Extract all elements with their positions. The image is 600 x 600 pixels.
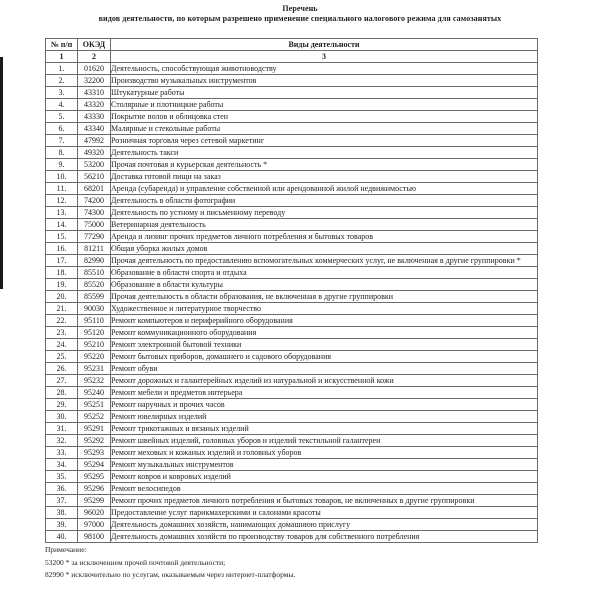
table-row (46, 351, 538, 363)
row-number-cell: 23. (46, 327, 78, 339)
row-number-cell: 7. (46, 135, 78, 147)
activity-cell: Доставка готовой пищи на заказ (111, 171, 538, 183)
oked-code-cell: 95292 (78, 435, 111, 447)
document-title (0, 4, 600, 24)
activity-cell: Ремонт швейных изделий, головных уборов и изделий текстильной галантереи (111, 435, 538, 447)
oked-code-cell: 85510 (78, 267, 111, 279)
row-number-cell: 15. (46, 231, 78, 243)
oked-code-cell: 56210 (78, 171, 111, 183)
oked-code-cell: 95299 (78, 495, 111, 507)
oked-code-cell: 49320 (78, 147, 111, 159)
table-row (46, 219, 538, 231)
oked-code-cell: 95120 (78, 327, 111, 339)
row-number-cell: 14. (46, 219, 78, 231)
oked-code-cell: 95296 (78, 483, 111, 495)
activity-cell: Ремонт мебели и предметов интерьера (111, 387, 538, 399)
table-row (46, 303, 538, 315)
oked-code-cell: 01620 (78, 63, 111, 75)
activity-cell: Образование в области спорта и отдыха (111, 267, 538, 279)
row-number-cell: 27. (46, 375, 78, 387)
row-number-cell: 2. (46, 75, 78, 87)
oked-code-cell: 95210 (78, 339, 111, 351)
table-row (46, 99, 538, 111)
row-number-cell: 25. (46, 351, 78, 363)
oked-code-cell: 95293 (78, 447, 111, 459)
oked-code-cell: 96020 (78, 507, 111, 519)
row-number-cell: 19. (46, 279, 78, 291)
table-row (46, 159, 538, 171)
table-row (46, 291, 538, 303)
table-row (46, 459, 538, 471)
oked-code-cell: 95220 (78, 351, 111, 363)
table-row (46, 411, 538, 423)
activity-cell: Прочая деятельность в области образования, не включенная в другие группировки (111, 291, 538, 303)
activities-table (45, 38, 538, 543)
activity-cell: Ремонт велосипедов (111, 483, 538, 495)
row-number-cell: 30. (46, 411, 78, 423)
row-number-cell: 6. (46, 123, 78, 135)
oked-code-cell: 85599 (78, 291, 111, 303)
page-title: Перечень (282, 4, 318, 13)
row-number-cell: 17. (46, 255, 78, 267)
row-number-cell: 40. (46, 531, 78, 543)
activity-cell: Ремонт дорожных и галантерейных изделий из натуральной и искусственной кожи (111, 375, 538, 387)
activity-cell: Деятельность по устному и письменному переводу (111, 207, 538, 219)
subheader-3: 3 (111, 51, 538, 63)
row-number-cell: 18. (46, 267, 78, 279)
row-number-cell: 33. (46, 447, 78, 459)
table-row (46, 111, 538, 123)
header-row (46, 39, 538, 51)
table-row (46, 171, 538, 183)
oked-code-cell: 85520 (78, 279, 111, 291)
notes-label: Примечание: (45, 545, 87, 554)
oked-code-cell: 75000 (78, 219, 111, 231)
table-row (46, 447, 538, 459)
table-row (46, 267, 538, 279)
oked-code-cell: 98100 (78, 531, 111, 543)
subheader-row (46, 51, 538, 63)
table-row (46, 231, 538, 243)
oked-code-cell: 53200 (78, 159, 111, 171)
activity-cell: Прочая почтовая и курьерская деятельность * (111, 159, 538, 171)
table-row (46, 123, 538, 135)
oked-code-cell: 95240 (78, 387, 111, 399)
activity-cell: Ремонт музыкальных инструментов (111, 459, 538, 471)
page-subtitle: видов деятельности, по которым разрешено применение специального налогового режима для самозанятых (98, 14, 502, 23)
activity-cell: Розничная торговля через сетевой маркетинг (111, 135, 538, 147)
oked-code-cell: 97000 (78, 519, 111, 531)
table-row (46, 399, 538, 411)
row-number-cell: 20. (46, 291, 78, 303)
table-row (46, 495, 538, 507)
row-number-cell: 13. (46, 207, 78, 219)
row-number-cell: 24. (46, 339, 78, 351)
oked-code-cell: 95251 (78, 399, 111, 411)
oked-code-cell: 95294 (78, 459, 111, 471)
activity-cell: Образование в области культуры (111, 279, 538, 291)
oked-code-cell: 95291 (78, 423, 111, 435)
row-number-cell: 22. (46, 315, 78, 327)
row-number-cell: 16. (46, 243, 78, 255)
oked-code-cell: 43330 (78, 111, 111, 123)
activity-cell: Аренда (субаренда) и управление собственной или арендованной жилой недвижимостью (111, 183, 538, 195)
scan-edge-artifact (0, 57, 3, 289)
activity-cell: Деятельность, способствующая животноводству (111, 63, 538, 75)
row-number-cell: 37. (46, 495, 78, 507)
oked-code-cell: 74300 (78, 207, 111, 219)
activity-cell: Ремонт трикотажных и вязаных изделий (111, 423, 538, 435)
activity-cell: Деятельность домашних хозяйств, нанимающих домашнюю прислугу (111, 519, 538, 531)
activity-cell: Столярные и плотницкие работы (111, 99, 538, 111)
row-number-cell: 10. (46, 171, 78, 183)
table-row (46, 87, 538, 99)
activity-cell: Производство музыкальных инструментов (111, 75, 538, 87)
subheader-2: 2 (78, 51, 111, 63)
oked-code-cell: 47992 (78, 135, 111, 147)
note-line: 82990 * исключительно по услугам, оказываемым через интернет-платформы. (45, 570, 296, 579)
header-activity: Виды деятельности (111, 39, 538, 51)
table-row (46, 339, 538, 351)
oked-code-cell: 77290 (78, 231, 111, 243)
activity-cell: Общая уборка жилых домов (111, 243, 538, 255)
oked-code-cell: 74200 (78, 195, 111, 207)
row-number-cell: 9. (46, 159, 78, 171)
activity-cell: Ремонт компьютеров и периферийного оборудования (111, 315, 538, 327)
table-row (46, 471, 538, 483)
oked-code-cell: 95231 (78, 363, 111, 375)
table-body (46, 63, 538, 543)
row-number-cell: 5. (46, 111, 78, 123)
oked-code-cell: 95252 (78, 411, 111, 423)
notes-section (45, 546, 545, 584)
table-row (46, 243, 538, 255)
activity-cell: Ремонт электронной бытовой техники (111, 339, 538, 351)
row-number-cell: 21. (46, 303, 78, 315)
table-row (46, 183, 538, 195)
activity-cell: Малярные и стекольные работы (111, 123, 538, 135)
oked-code-cell: 43340 (78, 123, 111, 135)
row-number-cell: 3. (46, 87, 78, 99)
row-number-cell: 35. (46, 471, 78, 483)
row-number-cell: 1. (46, 63, 78, 75)
table-row (46, 195, 538, 207)
note-line: 53200 * за исключением прочей почтовой деятельности; (45, 557, 226, 567)
table-row (46, 207, 538, 219)
oked-code-cell: 43310 (78, 87, 111, 99)
activity-cell: Деятельность такси (111, 147, 538, 159)
table-row (46, 363, 538, 375)
oked-code-cell: 81211 (78, 243, 111, 255)
table-row (46, 279, 538, 291)
row-number-cell: 39. (46, 519, 78, 531)
table-row (46, 507, 538, 519)
activity-cell: Ремонт бытовых приборов, домашнего и садового оборудования (111, 351, 538, 363)
activity-cell: Деятельность домашних хозяйств по производству товаров для собственного потребления (111, 531, 538, 543)
row-number-cell: 29. (46, 399, 78, 411)
activity-cell: Художественное и литературное творчество (111, 303, 538, 315)
oked-code-cell: 32200 (78, 75, 111, 87)
oked-code-cell: 43320 (78, 99, 111, 111)
row-number-cell: 26. (46, 363, 78, 375)
activity-cell: Ремонт ковров и ковровых изделий (111, 471, 538, 483)
activity-cell: Ремонт ювелирных изделий (111, 411, 538, 423)
row-number-cell: 4. (46, 99, 78, 111)
table-row (46, 63, 538, 75)
row-number-cell: 28. (46, 387, 78, 399)
activity-cell: Покрытие полов и облицовка стен (111, 111, 538, 123)
activity-cell: Ремонт обуви (111, 363, 538, 375)
oked-code-cell: 95295 (78, 471, 111, 483)
table-row (46, 147, 538, 159)
row-number-cell: 31. (46, 423, 78, 435)
oked-code-cell: 95110 (78, 315, 111, 327)
activity-cell: Ремонт прочих предметов личного потребления и бытовых товаров, не включенных в другие группировки (111, 495, 538, 507)
row-number-cell: 32. (46, 435, 78, 447)
activity-cell: Прочая деятельность по предоставлению вспомогательных коммерческих услуг, не включенная в другие группировки * (111, 255, 538, 267)
table-row (46, 387, 538, 399)
table-row (46, 423, 538, 435)
header-oked: ОКЭД (78, 39, 111, 51)
activity-cell: Деятельность в области фотографии (111, 195, 538, 207)
activity-cell: Ремонт коммуникационного оборудования (111, 327, 538, 339)
table-row (46, 327, 538, 339)
table-row (46, 135, 538, 147)
row-number-cell: 36. (46, 483, 78, 495)
oked-code-cell: 90030 (78, 303, 111, 315)
oked-code-cell: 68201 (78, 183, 111, 195)
table-row (46, 483, 538, 495)
table-row (46, 255, 538, 267)
activity-cell: Ремонт меховых и кожаных изделий и головных уборов (111, 447, 538, 459)
table-row (46, 375, 538, 387)
table-row (46, 435, 538, 447)
row-number-cell: 11. (46, 183, 78, 195)
table-row (46, 519, 538, 531)
row-number-cell: 12. (46, 195, 78, 207)
table-row (46, 531, 538, 543)
table-row (46, 315, 538, 327)
row-number-cell: 8. (46, 147, 78, 159)
table-row (46, 75, 538, 87)
row-number-cell: 38. (46, 507, 78, 519)
activity-cell: Ремонт наручных и прочих часов (111, 399, 538, 411)
subheader-1: 1 (46, 51, 78, 63)
activity-cell: Аренда и лизинг прочих предметов личного потребления и бытовых товаров (111, 231, 538, 243)
activity-cell: Ветеринарная деятельность (111, 219, 538, 231)
activity-cell: Штукатурные работы (111, 87, 538, 99)
oked-code-cell: 82990 (78, 255, 111, 267)
header-num: № п/п (46, 39, 78, 51)
activity-cell: Предоставление услуг парикмахерскими и салонами красоты (111, 507, 538, 519)
row-number-cell: 34. (46, 459, 78, 471)
oked-code-cell: 95232 (78, 375, 111, 387)
